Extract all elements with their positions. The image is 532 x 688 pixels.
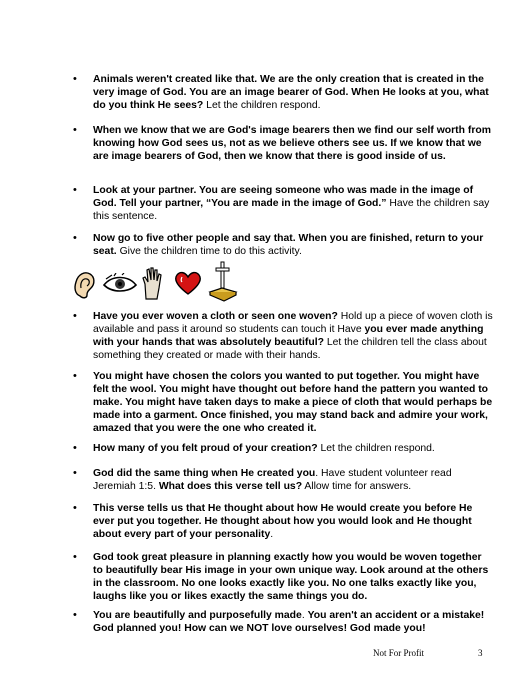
bullet-item: • Now go to five other people and say that. When you are finished, return to your seat. Give the children time to do this activity.: [93, 232, 493, 258]
heart-icon: [174, 270, 202, 296]
bullet-item: • Animals weren't created like that. We are the only creation that is created in the very image of God. You are an image bearer of God. When He looks at you, what do you think He sees? Let the children respond.: [93, 73, 493, 112]
eye-icon: [102, 273, 138, 295]
bullet-item: • God took great pleasure in planning exactly how you would be woven together to beautifully bear His image in your own unique way. Look around at the others in the classroom. No one looks exactly like you. No one talks exactly like you, laughs like you or likes exactly the same things you do.: [93, 551, 493, 603]
bullet-item: • How many of you felt proud of your creation? Let the children respond.: [93, 442, 493, 455]
bullet-item: • Have you ever woven a cloth or seen one woven? Hold up a piece of woven cloth is available and pass it around so students can touch it Have you ever made anything with your hands that was absolutely beautiful? Let the children tell the class about something they created or made with their hands.: [93, 310, 493, 362]
bullet-item: • God did the same thing when He created you. Have student volunteer read Jeremiah 1:5. What does this verse tell us? Allow time for answers.: [93, 467, 493, 493]
ear-icon: [72, 268, 98, 300]
bullet-item: • Look at your partner. You are seeing someone who was made in the image of God. Tell your partner, “You are made in the image of God.” Have the children say this sentence.: [93, 184, 493, 223]
page-number: 3: [478, 648, 483, 658]
footer-text: Not For Profit: [373, 648, 425, 658]
bullet-item: • You are beautifully and purposefully made. You aren't an accident or a mistake! God planned you! How can we NOT love ourselves! God made you!: [93, 609, 493, 635]
bullet-item: • You might have chosen the colors you wanted to put together. You might have felt the wool. You might have thought out before hand the pattern you wanted to make. You might have taken days to make a piece of cloth that would perhaps be made into a garment. Once finished, you may stand back and admire your work, amazed that you were the one who created it.: [93, 370, 493, 435]
cross-bible-icon: [208, 260, 238, 302]
bullet-item: • This verse tells us that He thought about how He would create you before He ever put you together. He thought about how you would look and He thought about every part of your personality.: [93, 502, 493, 541]
bullet-item: • When we know that we are God's image bearers then we find our self worth from knowing how God sees us, not as we believe others see us. If we know that we are image bearers of God, then we know that there is good inside of us.: [93, 124, 493, 163]
icon-row: [72, 268, 252, 302]
hand-icon: [140, 266, 164, 300]
